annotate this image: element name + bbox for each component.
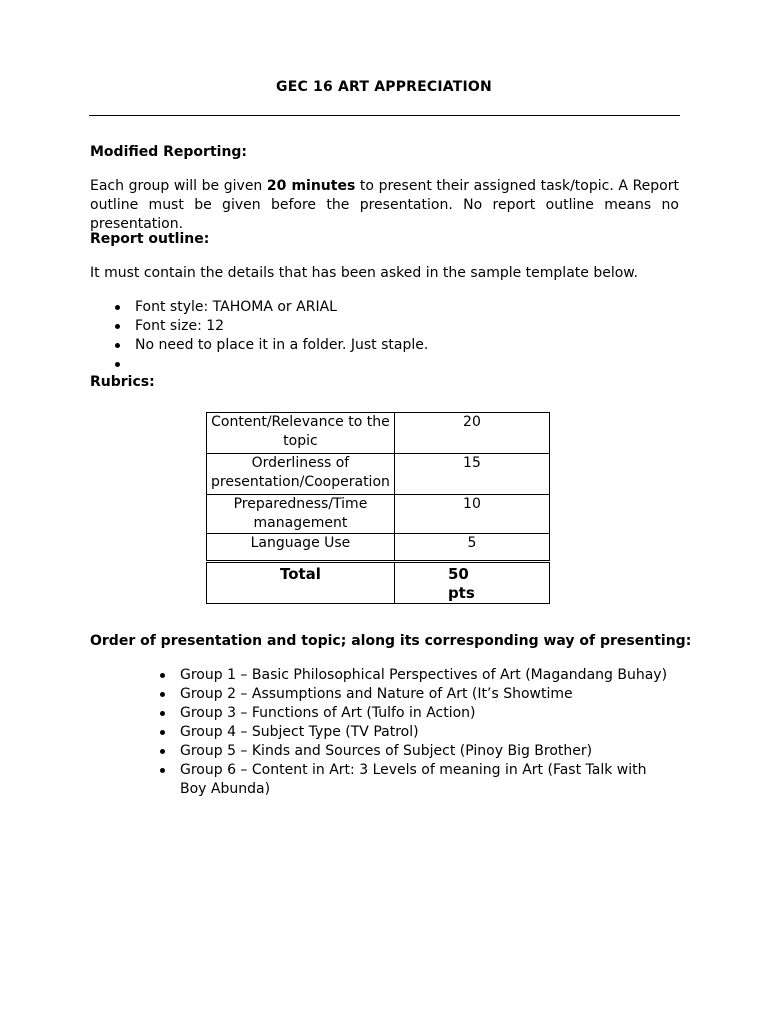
criterion-cell: Preparedness/Time management [207, 495, 395, 534]
list-item-text: Group 2 – Assumptions and Nature of Art (It’s Showtime [180, 686, 573, 702]
list-item-text: No need to place it in a folder. Just staple. [135, 337, 429, 353]
paragraph-text-end: to present their assigned task/topic. A Report outline must be given before the presentation. No report outline means no presentation. [90, 178, 679, 232]
report-outline-heading: Report outline: [90, 231, 210, 247]
criterion-cell: Orderliness of presentation/Cooperation [207, 454, 395, 495]
modified-reporting-heading: Modified Reporting: [90, 144, 248, 160]
list-item-text: Group 6 – Content in Art: 3 Levels of meaning in Art (Fast Talk with Boy Abunda) [180, 762, 647, 797]
list-item [158, 723, 678, 742]
list-item [113, 336, 428, 355]
document-title: GEC 16 ART APPRECIATION [276, 79, 492, 95]
list-item-text: Group 4 – Subject Type (TV Patrol) [180, 724, 419, 740]
table-row [207, 495, 550, 534]
rubrics-table [206, 412, 550, 604]
points-cell: 5 [394, 534, 549, 562]
list-item [158, 666, 678, 685]
total-points-cell [394, 562, 549, 604]
order-heading: Order of presentation and topic; along its corresponding way of presenting: [90, 633, 692, 649]
list-item-text: Font size: 12 [135, 318, 225, 334]
list-item [113, 298, 428, 317]
report-outline-intro: It must contain the details that has been asked in the sample template below. [90, 265, 638, 281]
list-item [113, 355, 428, 372]
table-row [207, 413, 550, 454]
total-row [207, 562, 550, 604]
list-item [158, 742, 678, 761]
list-item [113, 317, 428, 336]
modified-reporting-paragraph [90, 177, 679, 234]
list-item [158, 685, 678, 704]
list-item [158, 761, 678, 799]
paragraph-text-start: Each group will be given [90, 178, 267, 194]
criterion-cell: Content/Relevance to the topic [207, 413, 395, 454]
list-item-text: Font style: TAHOMA or ARIAL [135, 299, 337, 315]
list-item [158, 704, 678, 723]
total-label-cell: Total [207, 562, 395, 604]
total-points-value: 50 pts [447, 565, 475, 602]
time-limit-bold: 20 minutes [266, 178, 356, 194]
criterion-cell: Language Use [207, 534, 395, 562]
table-row [207, 534, 550, 562]
table-row [207, 454, 550, 495]
points-cell: 10 [394, 495, 549, 534]
rubrics-heading: Rubrics: [90, 374, 155, 390]
list-item-text: Group 3 – Functions of Art (Tulfo in Action) [180, 705, 476, 721]
group-order-list [158, 666, 678, 799]
points-cell: 15 [394, 454, 549, 495]
list-item-text: Group 5 – Kinds and Sources of Subject (Pinoy Big Brother) [180, 743, 593, 759]
outline-bullet-list [113, 298, 428, 372]
points-cell: 20 [394, 413, 549, 454]
title-divider [89, 115, 680, 116]
list-item-text: Group 1 – Basic Philosophical Perspectives of Art (Magandang Buhay) [180, 667, 668, 683]
